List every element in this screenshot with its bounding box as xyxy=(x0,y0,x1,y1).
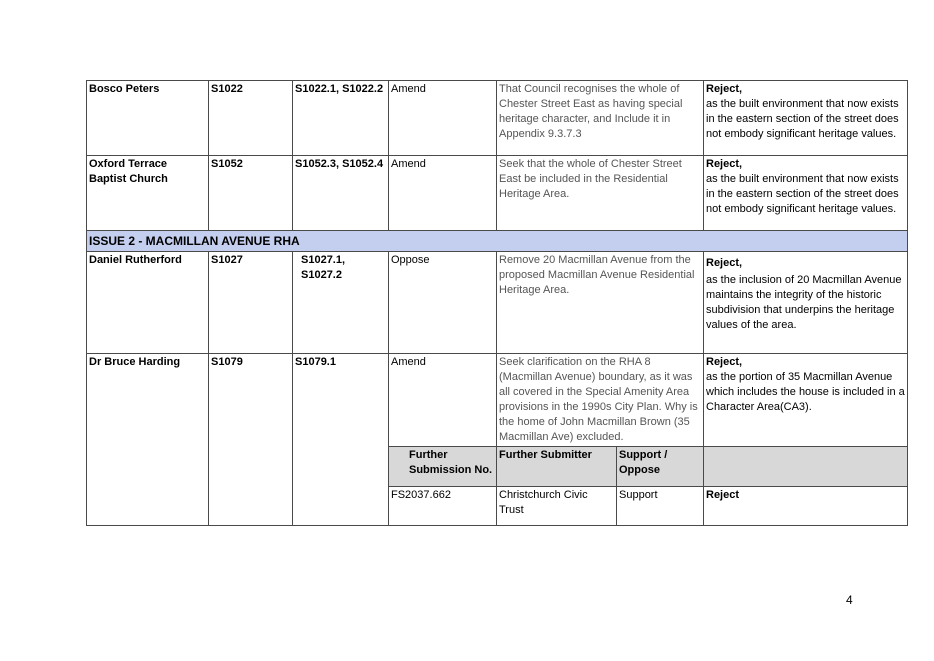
submitter-name: Dr Bruce Harding xyxy=(87,354,209,526)
submission-number: S1079 xyxy=(209,354,293,526)
position: Amend xyxy=(389,156,497,231)
further-submitter-header: Further Submitter xyxy=(497,447,617,487)
submission-number: S1022 xyxy=(209,81,293,156)
submitter-name: Bosco Peters xyxy=(87,81,209,156)
recommendation-title: Reject, xyxy=(706,356,743,368)
table-row xyxy=(87,81,908,156)
recommendation-text: as the built environment that now exists in the eastern section of the street does not embody significant heritage values. xyxy=(706,173,899,215)
further-recommendation: Reject xyxy=(704,487,908,526)
recommendation-title: Reject, xyxy=(706,158,743,170)
table-row xyxy=(87,156,908,231)
submission-points: S1079.1 xyxy=(293,354,389,526)
submission-points: S1027.1, S1027.2 xyxy=(293,252,389,354)
position: Oppose xyxy=(389,252,497,354)
further-support: Support xyxy=(617,487,704,526)
submission-points: S1052.3, S1052.4 xyxy=(293,156,389,231)
further-submitter: Christchurch Civic Trust xyxy=(497,487,617,526)
position: Amend xyxy=(389,81,497,156)
submitter-name: Oxford Terrace Baptist Church xyxy=(87,156,209,231)
table-row xyxy=(87,252,908,354)
decision-sought: Seek clarification on the RHA 8 (Macmillan Avenue) boundary, as it was all covered in the Special Amenity Area provisions in the 1990s City Plan. Why is the home of John Macmillan Brown (35 Macmillan Ave) excluded. xyxy=(497,354,704,447)
issue-heading: ISSUE 2 - MACMILLAN AVENUE RHA xyxy=(87,231,908,252)
recommendation-title: Reject, xyxy=(706,257,743,269)
decision-sought: Remove 20 Macmillan Avenue from the proposed Macmillan Avenue Residential Heritage Area. xyxy=(497,252,704,354)
recommendation xyxy=(704,252,908,354)
recommendation-text: as the inclusion of 20 Macmillan Avenue maintains the integrity of the historic subdivision that underpins the heritage values of the area. xyxy=(706,274,902,331)
submissions-table xyxy=(86,80,908,526)
submitter-name: Daniel Rutherford xyxy=(87,252,209,354)
position: Amend xyxy=(389,354,497,447)
recommendation xyxy=(704,354,908,447)
page-number: 4 xyxy=(846,593,853,607)
further-submission-no: FS2037.662 xyxy=(389,487,497,526)
submission-points: S1022.1, S1022.2 xyxy=(293,81,389,156)
support-oppose-header: Support / Oppose xyxy=(617,447,704,487)
further-recommendation-header xyxy=(704,447,908,487)
recommendation-text: as the portion of 35 Macmillan Avenue which includes the house is included in a Character Area(CA3). xyxy=(706,371,905,413)
decision-sought: Seek that the whole of Chester Street East be included in the Residential Heritage Area. xyxy=(497,156,704,231)
decision-sought: That Council recognises the whole of Chester Street East as having special heritage character, and Include it in Appendix 9.3.7.3 xyxy=(497,81,704,156)
recommendation xyxy=(704,81,908,156)
recommendation xyxy=(704,156,908,231)
submission-number: S1052 xyxy=(209,156,293,231)
issue-heading-row xyxy=(87,231,908,252)
submission-number: S1027 xyxy=(209,252,293,354)
table-row xyxy=(87,354,908,447)
recommendation-title: Reject, xyxy=(706,83,743,95)
recommendation-text: as the built environment that now exists in the eastern section of the street does not embody significant heritage values. xyxy=(706,98,899,140)
further-submission-no-header: Further Submission No. xyxy=(389,447,497,487)
